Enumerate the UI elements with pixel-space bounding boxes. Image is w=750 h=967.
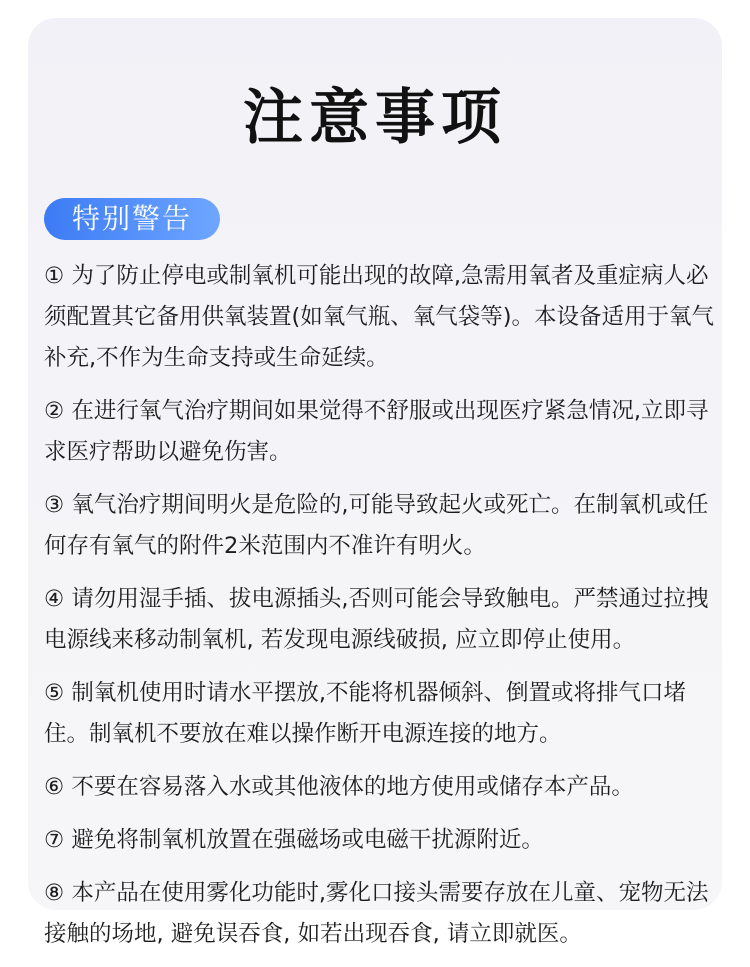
notice-item-4: ④ 请勿用湿手插、拔电源插头,否则可能会导致触电。严禁通过拉拽电源线来移动制氧机, 若发现电源线破损, 应立即停止使用。 <box>44 586 709 653</box>
notice-item-5: ⑤ 制氧机使用时请水平摆放,不能将机器倾斜、倒置或将排气口堵住。制氧机不要放在难以操作断开电源连接的地方。 <box>44 680 686 747</box>
notice-item-6: ⑥ 不要在容易落入水或其他液体的地方使用或储存本产品。 <box>44 774 634 800</box>
notice-item-1: ① 为了防止停电或制氧机可能出现的故障,急需用氧者及重症病人必须配置其它备用供氧装置(如氧气瓶、氧气袋等)。本设备适用于氧气补充,不作为生命支持或生命延续。 <box>44 263 715 371</box>
notice-item-7: ⑦ 避免将制氧机放置在强磁场或电磁干扰源附近。 <box>44 827 544 853</box>
page-title: 注意事项 <box>243 83 507 153</box>
warning-badge: 特别警告 <box>44 198 220 240</box>
notice-item-2: ② 在进行氧气治疗期间如果觉得不舒服或出现医疗紧急情况,立即寻求医疗帮助以避免伤害。 <box>44 398 709 465</box>
notice-item-8: ⑧ 本产品在使用雾化功能时,雾化口接头需要存放在儿童、宠物无法接触的场地, 避免误吞食, 如若出现吞食, 请立即就医。 <box>44 880 709 947</box>
notice-item-3: ③ 氧气治疗期间明火是危险的,可能导致起火或死亡。在制氧机或任何存有氧气的附件2米范围内不准许有明火。 <box>44 492 709 559</box>
notice-list <box>44 256 716 967</box>
